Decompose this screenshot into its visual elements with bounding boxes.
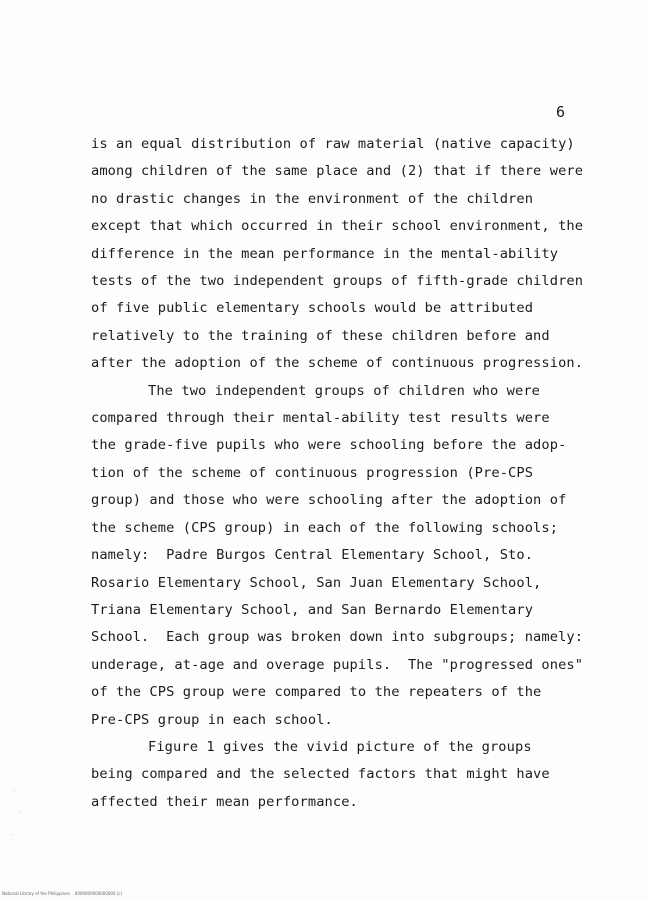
scan-speck [20, 812, 21, 813]
text-line: the grade-five pupils who were schooling before the adop- [91, 437, 567, 454]
text-line: Triana Elementary School, and San Bernardo Elementary [91, 601, 534, 618]
body-text [91, 131, 611, 816]
text-line: difference in the mean performance in the mental-ability [91, 245, 559, 262]
text-line: of the CPS group were compared to the repeaters of the [91, 684, 542, 701]
scan-footer: National Library of the Philippines 0000000000000000 (c) [2, 891, 123, 896]
text-line: underage, at-age and overage pupils. The "progressed ones" [91, 656, 584, 673]
text-line: tion of the scheme of continuous progression (Pre-CPS [91, 464, 534, 481]
text-line: affected their mean performance. [91, 793, 358, 810]
text-line: the scheme (CPS group) in each of the following schools; [91, 519, 559, 536]
text-line: except that which occurred in their school environment, the [91, 218, 584, 235]
text-line: Pre-CPS group in each school. [91, 711, 333, 728]
text-line: namely: Padre Burgos Central Elementary School, Sto. [91, 547, 534, 564]
text-line: no drastic changes in the environment of the children [91, 190, 534, 207]
text-line: group) and those who were schooling after the adoption of [91, 492, 567, 509]
paragraph-first-line: Figure 1 gives the vivid picture of the groups [148, 738, 532, 755]
scan-speck [11, 834, 12, 835]
text-line: is an equal distribution of raw material (native capacity) [91, 136, 575, 152]
text-line: relatively to the training of these children before and [91, 327, 550, 344]
text-line: of five public elementary schools would be attributed [91, 300, 534, 317]
text-line: Rosario Elementary School, San Juan Elementary School, [91, 574, 542, 591]
text-line: tests of the two independent groups of fifth-grade children [91, 273, 584, 290]
text-line: School. Each group was broken down into subgroups; namely: [91, 629, 584, 646]
text-line: being compared and the selected factors that might have [91, 766, 550, 783]
text-line: after the adoption of the scheme of continuous progression. [91, 355, 584, 372]
paragraph-first-line: The two independent groups of children who were [148, 382, 541, 399]
page-number: 6 [556, 103, 566, 121]
text-line: among children of the same place and (2) that if there were [91, 163, 584, 180]
text-line: compared through their mental-ability test results were [91, 410, 550, 427]
scan-speck [14, 790, 15, 791]
